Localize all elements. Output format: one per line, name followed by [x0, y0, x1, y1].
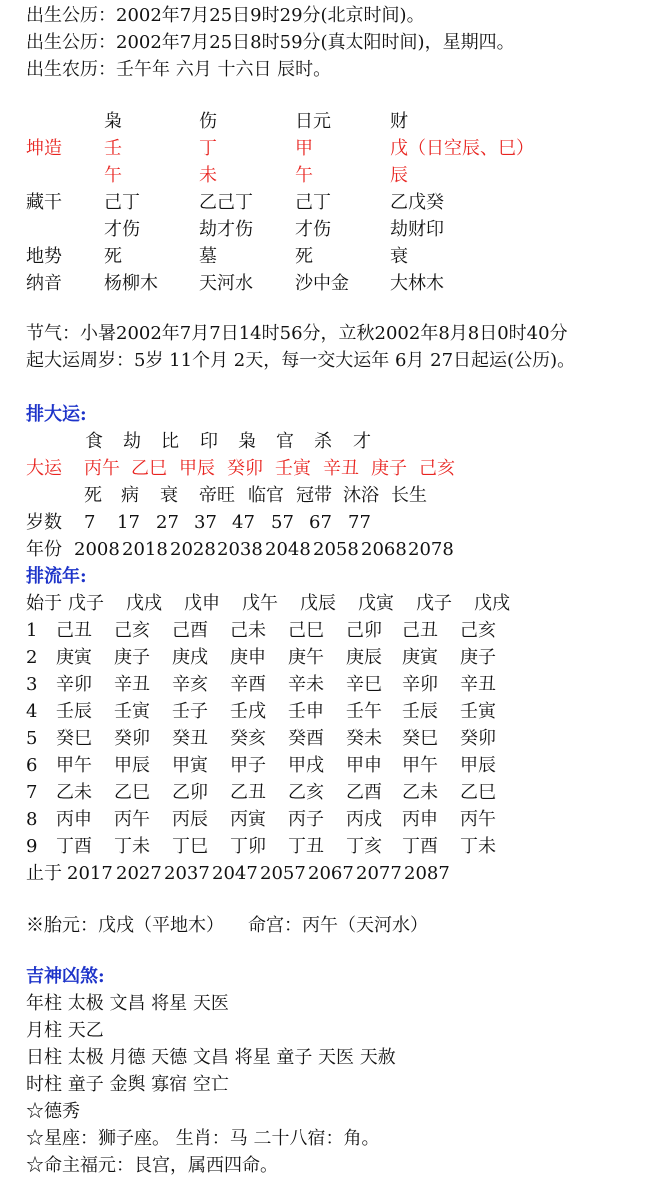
- dayun-pillar: 己亥: [419, 458, 455, 479]
- start-cell: 戊寅: [358, 593, 394, 614]
- start-cell: 戊戌: [126, 593, 162, 614]
- row-number: 9: [26, 836, 38, 857]
- bazi-branch: 辰: [390, 165, 408, 186]
- liunian-cell: 丙戌: [346, 809, 382, 830]
- canggan-label: 藏干: [26, 192, 62, 213]
- liunian-cell: 甲寅: [172, 755, 208, 776]
- liunian-cell: 癸亥: [230, 728, 266, 749]
- year-label: 年份: [26, 539, 62, 560]
- liunian-cell: 甲辰: [114, 755, 150, 776]
- taiyuan: ※胎元：戊戌（平地木）: [26, 915, 224, 936]
- liunian-cell: 丁卯: [230, 836, 266, 857]
- liunian-cell: 癸卯: [114, 728, 150, 749]
- dishi-cell: 死: [104, 246, 122, 267]
- liunian-cell: 丙子: [288, 809, 324, 830]
- nayin-cell: 天河水: [199, 273, 253, 294]
- dayun-shishen: 劫: [123, 431, 141, 452]
- canggan-cell: 己丁: [295, 192, 331, 213]
- row-number: 2: [26, 647, 38, 668]
- liunian-cell: 庚寅: [56, 647, 92, 668]
- bazi-branch: 午: [104, 165, 122, 186]
- liunian-cell: 乙未: [402, 782, 438, 803]
- nayin-cell: 大林木: [390, 273, 444, 294]
- dayun-state: 沐浴: [343, 485, 379, 506]
- end-year: 2077: [356, 863, 402, 884]
- row-number: 6: [26, 755, 38, 776]
- liunian-cell: 庚寅: [402, 647, 438, 668]
- canggan-cell: 己丁: [104, 192, 140, 213]
- dayun-state: 病: [121, 485, 139, 506]
- end-year: 2047: [212, 863, 258, 884]
- liunian-cell: 己丑: [402, 620, 438, 641]
- shensha-line: 年柱 太极 文昌 将星 天医: [26, 993, 229, 1014]
- shishen-cell: 劫才伤: [199, 219, 253, 240]
- dayun-state: 死: [84, 485, 102, 506]
- year-value: 2028: [170, 539, 216, 560]
- end-label: 止于: [26, 863, 62, 884]
- nayin-cell: 杨柳木: [104, 273, 158, 294]
- liunian-cell: 丁酉: [56, 836, 92, 857]
- liunian-cell: 癸卯: [460, 728, 496, 749]
- bazi-row-label: 坤造: [26, 138, 62, 159]
- dayun-state: 帝旺: [199, 485, 235, 506]
- age-value: 7: [84, 512, 96, 533]
- liunian-cell: 壬辰: [402, 701, 438, 722]
- dayun-shishen: 官: [276, 431, 294, 452]
- end-year: 2037: [164, 863, 210, 884]
- liunian-cell: 丁亥: [346, 836, 382, 857]
- liunian-cell: 丁酉: [402, 836, 438, 857]
- age-value: 67: [309, 512, 332, 533]
- year-value: 2018: [122, 539, 168, 560]
- dayun-pillar: 甲辰: [179, 458, 215, 479]
- shishen-cell: 才伤: [104, 219, 140, 240]
- shensha-line: ☆德秀: [26, 1101, 80, 1122]
- liunian-cell: 乙卯: [172, 782, 208, 803]
- row-number: 1: [26, 620, 38, 641]
- liunian-cell: 丁未: [460, 836, 496, 857]
- bazi-branch: 未: [199, 165, 217, 186]
- age-value: 37: [194, 512, 217, 533]
- birth-line-solar-beijing: 出生公历：2002年7月25日9时29分(北京时间)。: [26, 5, 425, 26]
- dayun-pillar: 丙午: [84, 458, 120, 479]
- shensha-line: ☆命主福元：艮宫，属西四命。: [26, 1155, 278, 1176]
- liunian-cell: 己酉: [172, 620, 208, 641]
- liunian-cell: 乙未: [56, 782, 92, 803]
- liunian-cell: 庚子: [460, 647, 496, 668]
- bazi-header: 枭: [104, 111, 122, 132]
- start-cell: 戊申: [184, 593, 220, 614]
- shensha-line: 月柱 天乙: [26, 1020, 104, 1041]
- liunian-cell: 庚子: [114, 647, 150, 668]
- start-label: 始于: [26, 593, 62, 614]
- qiyun-line: 起大运周岁：5岁 11个月 2天，每一交大运年 6月 27日起运(公历)。: [26, 350, 576, 371]
- liunian-cell: 丙寅: [230, 809, 266, 830]
- start-cell: 戊辰: [300, 593, 336, 614]
- birth-line-solar-true: 出生公历：2002年7月25日8时59分(真太阳时间)，星期四。: [26, 32, 515, 53]
- end-year: 2067: [308, 863, 354, 884]
- liunian-cell: 壬申: [288, 701, 324, 722]
- end-year: 2057: [260, 863, 306, 884]
- dishi-cell: 死: [295, 246, 313, 267]
- bazi-branch: 午: [295, 165, 313, 186]
- liunian-cell: 庚申: [230, 647, 266, 668]
- liunian-cell: 己巳: [288, 620, 324, 641]
- liunian-cell: 癸丑: [172, 728, 208, 749]
- liunian-cell: 甲子: [230, 755, 266, 776]
- liunian-cell: 丁巳: [172, 836, 208, 857]
- liunian-cell: 丁丑: [288, 836, 324, 857]
- year-value: 2068: [361, 539, 407, 560]
- liunian-cell: 甲午: [56, 755, 92, 776]
- row-number: 7: [26, 782, 38, 803]
- liunian-cell: 乙巳: [460, 782, 496, 803]
- age-value: 77: [348, 512, 371, 533]
- dishi-cell: 墓: [199, 246, 217, 267]
- end-year: 2027: [116, 863, 162, 884]
- liunian-cell: 壬子: [172, 701, 208, 722]
- start-cell: 戊子: [68, 593, 104, 614]
- liunian-cell: 丙申: [56, 809, 92, 830]
- liunian-cell: 辛丑: [460, 674, 496, 695]
- liunian-cell: 辛酉: [230, 674, 266, 695]
- row-number: 8: [26, 809, 38, 830]
- liunian-cell: 丙辰: [172, 809, 208, 830]
- bazi-header: 财: [390, 111, 408, 132]
- year-value: 2078: [408, 539, 454, 560]
- liunian-cell: 庚午: [288, 647, 324, 668]
- dayun-shishen: 食: [85, 431, 103, 452]
- shensha-title: 吉神凶煞:: [26, 966, 105, 987]
- birth-line-lunar: 出生农历：壬午年 六月 十六日 辰时。: [26, 59, 332, 80]
- canggan-cell: 乙戊癸: [390, 192, 444, 213]
- liunian-cell: 乙巳: [114, 782, 150, 803]
- liunian-cell: 丁未: [114, 836, 150, 857]
- dayun-shishen: 杀: [314, 431, 332, 452]
- dayun-state: 衰: [160, 485, 178, 506]
- shishen-cell: 才伤: [295, 219, 331, 240]
- shensha-line: ☆星座：狮子座。 生肖：马 二十八宿：角。: [26, 1128, 380, 1149]
- row-number: 5: [26, 728, 38, 749]
- row-number: 3: [26, 674, 38, 695]
- liunian-cell: 己亥: [114, 620, 150, 641]
- liunian-cell: 庚辰: [346, 647, 382, 668]
- bazi-stem: 丁: [199, 138, 217, 159]
- age-value: 27: [156, 512, 179, 533]
- dayun-shishen: 比: [161, 431, 179, 452]
- liunian-cell: 壬戌: [230, 701, 266, 722]
- year-value: 2058: [313, 539, 359, 560]
- year-value: 2038: [217, 539, 263, 560]
- liunian-cell: 壬午: [346, 701, 382, 722]
- dishi-label: 地势: [26, 246, 62, 267]
- liunian-cell: 乙酉: [346, 782, 382, 803]
- liunian-cell: 甲午: [402, 755, 438, 776]
- age-value: 47: [232, 512, 255, 533]
- bazi-stem: 戊（日空辰、巳）: [390, 138, 534, 159]
- liunian-cell: 壬辰: [56, 701, 92, 722]
- age-label: 岁数: [26, 512, 62, 533]
- dayun-pillar: 癸卯: [227, 458, 263, 479]
- liunian-cell: 己未: [230, 620, 266, 641]
- dayun-state: 冠带: [296, 485, 332, 506]
- dayun-pillar: 乙巳: [131, 458, 167, 479]
- start-cell: 戊午: [242, 593, 278, 614]
- dayun-pillar: 辛丑: [323, 458, 359, 479]
- liunian-cell: 癸酉: [288, 728, 324, 749]
- canggan-cell: 乙己丁: [199, 192, 253, 213]
- dayun-shishen: 才: [353, 431, 371, 452]
- liunian-cell: 辛卯: [402, 674, 438, 695]
- row-number: 4: [26, 701, 38, 722]
- nayin-cell: 沙中金: [295, 273, 349, 294]
- liunian-cell: 庚戌: [172, 647, 208, 668]
- bazi-header: 伤: [199, 111, 217, 132]
- liunian-cell: 癸巳: [402, 728, 438, 749]
- liunian-cell: 甲戌: [288, 755, 324, 776]
- liunian-cell: 辛巳: [346, 674, 382, 695]
- shishen-cell: 劫财印: [390, 219, 444, 240]
- liunian-cell: 乙丑: [230, 782, 266, 803]
- nayin-label: 纳音: [26, 273, 62, 294]
- liunian-cell: 己卯: [346, 620, 382, 641]
- liunian-cell: 辛亥: [172, 674, 208, 695]
- start-cell: 戊子: [416, 593, 452, 614]
- shensha-line: 日柱 太极 月德 天德 文昌 将星 童子 天医 天赦: [26, 1047, 396, 1068]
- liunian-cell: 辛未: [288, 674, 324, 695]
- liunian-cell: 己丑: [56, 620, 92, 641]
- liunian-cell: 壬寅: [114, 701, 150, 722]
- liunian-cell: 丙申: [402, 809, 438, 830]
- shensha-line: 时柱 童子 金舆 寡宿 空亡: [26, 1074, 229, 1095]
- bazi-stem: 壬: [104, 138, 122, 159]
- age-value: 17: [117, 512, 140, 533]
- dayun-pillar: 壬寅: [275, 458, 311, 479]
- liunian-cell: 壬寅: [460, 701, 496, 722]
- dayun-pillar: 庚子: [371, 458, 407, 479]
- minggong: 命宫：丙午（天河水）: [248, 915, 428, 936]
- liunian-cell: 丙午: [460, 809, 496, 830]
- jieqi-line: 节气：小暑2002年7月7日14时56分，立秋2002年8月8日0时40分: [26, 323, 568, 344]
- dayun-shishen: 枭: [238, 431, 256, 452]
- end-year: 2017: [67, 863, 113, 884]
- start-cell: 戊戌: [474, 593, 510, 614]
- age-value: 57: [271, 512, 294, 533]
- dishi-cell: 衰: [390, 246, 408, 267]
- liunian-cell: 癸未: [346, 728, 382, 749]
- liunian-cell: 辛卯: [56, 674, 92, 695]
- dayun-title: 排大运:: [26, 404, 87, 425]
- bazi-stem: 甲: [295, 138, 313, 159]
- liunian-cell: 甲辰: [460, 755, 496, 776]
- dayun-shishen: 印: [200, 431, 218, 452]
- liunian-cell: 癸巳: [56, 728, 92, 749]
- dayun-state: 临官: [248, 485, 284, 506]
- dayun-label: 大运: [26, 458, 62, 479]
- liunian-cell: 乙亥: [288, 782, 324, 803]
- liunian-title: 排流年:: [26, 566, 87, 587]
- liunian-cell: 己亥: [460, 620, 496, 641]
- year-value: 2048: [265, 539, 311, 560]
- liunian-cell: 甲申: [346, 755, 382, 776]
- year-value: 2008: [74, 539, 120, 560]
- end-year: 2087: [404, 863, 450, 884]
- dayun-state: 长生: [391, 485, 427, 506]
- liunian-cell: 辛丑: [114, 674, 150, 695]
- liunian-cell: 丙午: [114, 809, 150, 830]
- bazi-header: 日元: [295, 111, 331, 132]
